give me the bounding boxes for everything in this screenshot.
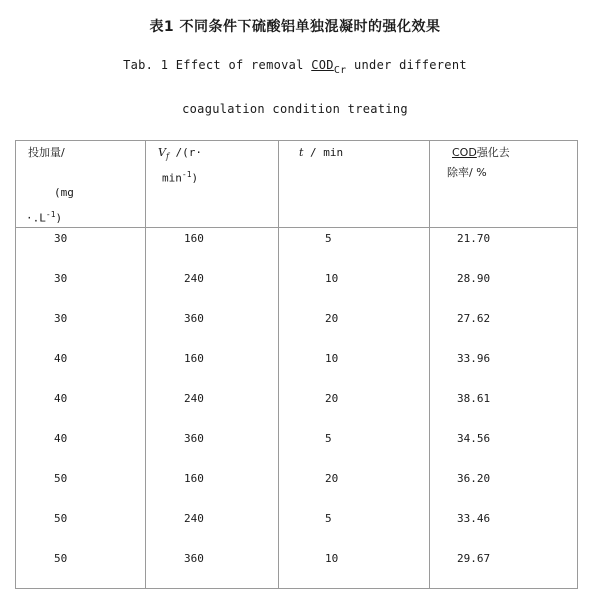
cell-speed: 160	[146, 228, 279, 269]
cell-time: 20	[279, 468, 430, 508]
cell-speed: 360	[146, 428, 279, 468]
cell-speed: 360	[146, 308, 279, 348]
cell-dosage: 30	[16, 228, 146, 269]
table-title-cn: 表1 不同条件下硫酸铝单独混凝时的强化效果	[149, 19, 441, 35]
cell-removal: 38.61	[430, 388, 578, 428]
cell-time: 10	[279, 268, 430, 308]
table-row	[16, 428, 578, 468]
data-table	[15, 140, 578, 589]
cell-speed: 240	[146, 268, 279, 308]
cell-dosage: 40	[16, 388, 146, 428]
cell-speed: 360	[146, 548, 279, 589]
table-row	[16, 348, 578, 388]
cell-removal: 27.62	[430, 308, 578, 348]
header-removal-line1: COD强化去	[452, 146, 510, 159]
title-en-suffix: under different	[346, 58, 467, 72]
header-speed-line1: $V_f$ /(r·	[158, 146, 203, 162]
header-removal-line2: 除率/ %	[447, 166, 487, 179]
cell-time: 5	[279, 228, 430, 269]
cell-dosage: 50	[16, 548, 146, 589]
cell-removal: 34.56	[430, 428, 578, 468]
table-row	[16, 548, 578, 589]
cell-dosage: 30	[16, 268, 146, 308]
cell-dosage: 40	[16, 428, 146, 468]
cell-time: 10	[279, 348, 430, 388]
header-dosage	[16, 141, 146, 228]
cell-removal: 29.67	[430, 548, 578, 589]
table-row	[16, 228, 578, 269]
header-time	[279, 141, 430, 228]
cell-removal: 28.90	[430, 268, 578, 308]
cell-time: 5	[279, 428, 430, 468]
cell-time: 5	[279, 508, 430, 548]
header-speed	[146, 141, 279, 228]
title-en-prefix: Tab. 1 Effect of removal	[123, 58, 312, 72]
title-en-sub: Cr	[333, 65, 347, 76]
cell-speed: 240	[146, 508, 279, 548]
table-row	[16, 308, 578, 348]
cell-speed: 240	[146, 388, 279, 428]
cell-removal: 33.46	[430, 508, 578, 548]
table-row	[16, 268, 578, 308]
table-row	[16, 388, 578, 428]
header-dosage-line1: 投加量/	[28, 146, 65, 159]
cell-dosage: 30	[16, 308, 146, 348]
cell-dosage: 40	[16, 348, 146, 388]
header-removal-rate	[430, 141, 578, 228]
header-time-line1: t / min	[299, 146, 344, 159]
cell-time: 20	[279, 308, 430, 348]
cell-speed: 160	[146, 468, 279, 508]
table-row	[16, 508, 578, 548]
header-dosage-line3: $\cdot.L^{-1}$)	[26, 210, 63, 225]
cell-removal: 21.70	[430, 228, 578, 269]
cell-dosage: 50	[16, 468, 146, 508]
table-title-en-line1	[0, 58, 590, 76]
cell-speed: 160	[146, 348, 279, 388]
header-dosage-line2: (mg	[54, 186, 74, 199]
cell-time: 20	[279, 388, 430, 428]
cell-removal: 36.20	[430, 468, 578, 508]
header-row	[16, 141, 578, 228]
cell-dosage: 50	[16, 508, 146, 548]
cell-removal: 33.96	[430, 348, 578, 388]
header-speed-line2: $\min^{-1}$)	[162, 170, 199, 185]
table-row	[16, 468, 578, 508]
title-en-cod: COD	[311, 58, 334, 72]
cell-time: 10	[279, 548, 430, 589]
table-title-en-line2: coagulation condition treating	[182, 102, 408, 116]
